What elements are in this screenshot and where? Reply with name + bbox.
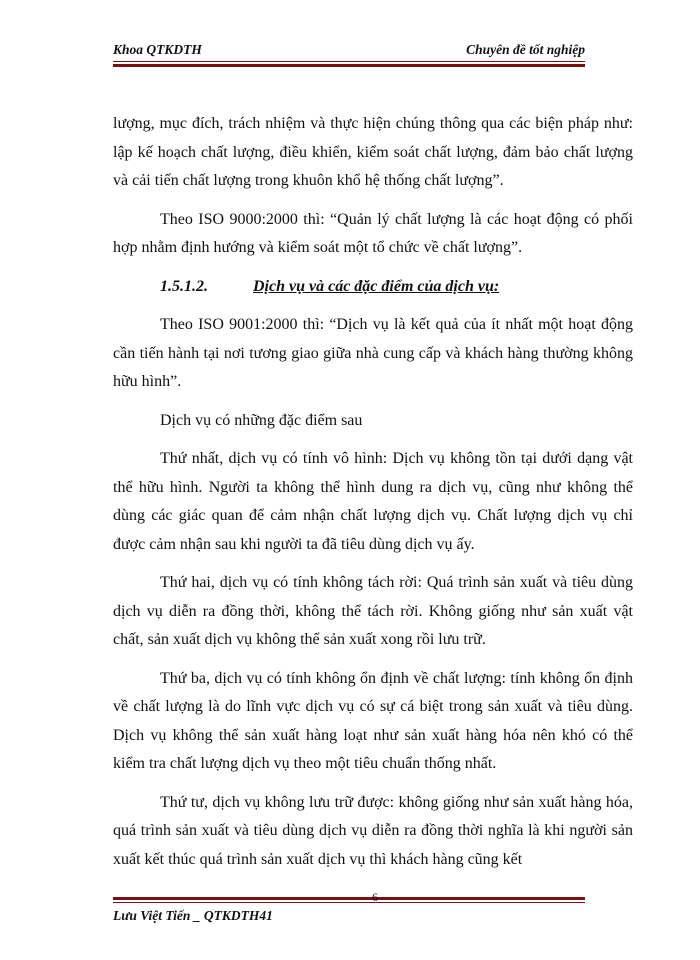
footer-rule-thick [113, 897, 585, 900]
footer-author: Lưu Việt Tiến _ QTKDTH41 [113, 908, 273, 923]
paragraph: Dịch vụ có những đặc điểm sau [160, 411, 363, 429]
document-body [113, 110, 633, 874]
page-number: 6 [372, 890, 378, 904]
subheading [113, 273, 633, 302]
paragraph: lượng, mục đích, trách nhiệm và thực hiện chúng thông qua các biện pháp như: lập kế hoạch chất lượng, điều khiển, kiểm soát chất lượng, đảm bảo chất lượng và cải tiến chất lượng trong khuôn khổ hệ thống chất lượng”. [113, 115, 633, 189]
footer-rule-thin [113, 902, 585, 903]
paragraph: Thứ nhất, dịch vụ có tính vô hình: Dịch vụ không tồn tại dưới dạng vật thể hữu hình. Người ta không thể hình dung ra dịch vụ, cũng như không thể dùng các giác quan để cảm nhận chất lượng dịch vụ. Chất lượng dịch vụ chỉ được cảm nhận sau khi người ta đã tiêu dùng dịch vụ ấy. [113, 450, 633, 553]
header-left: Khoa QTKDTH [113, 42, 202, 57]
paragraph: Thứ tư, dịch vụ không lưu trữ được: không giống như sản xuất hàng hóa, quá trình sản xuất và tiêu dùng dịch vụ diễn ra đồng thời nghĩa là khi người sản xuất kết thúc quá trình sản xuất dịch vụ thì khách hàng cũng kết [113, 793, 633, 868]
header-rule-thin [113, 61, 585, 62]
subheading-title: Dịch vụ và các đặc điểm của dịch vụ: [253, 277, 500, 295]
header-rule-thick [113, 64, 585, 67]
paragraph: Thứ hai, dịch vụ có tính không tách rời: Quá trình sản xuất và tiêu dùng dịch vụ diễn ra đồng thời, không thể tách rời. Không giống như sản xuất vật chất, sản xuất dịch vụ không thể sản xuất xong rồi lưu trữ. [113, 574, 633, 648]
page-header [113, 40, 585, 58]
paragraph: Theo ISO 9000:2000 thì: “Quản lý chất lượng là các hoạt động có phối hợp nhằm định hướng và kiểm soát một tổ chức về chất lượng”. [113, 210, 633, 256]
paragraph: Thứ ba, dịch vụ có tính không ổn định về chất lượng: tính không ổn định về chất lượng là do lĩnh vực dịch vụ có sự cá biệt trong sản xuất và tiêu dùng. Dịch vụ không thể sản xuất hàng loạt như sản xuất hàng hóa nên khó có thể kiểm tra chất lượng dịch vụ theo một tiêu chuẩn thống nhất. [113, 669, 633, 772]
header-right: Chuyên đề tốt nghiệp [466, 42, 585, 57]
paragraph: Theo ISO 9001:2000 thì: “Dịch vụ là kết quả của ít nhất một hoạt động cần tiến hành tại nơi tương giao giữa nhà cung cấp và khách hàng thường không hữu hình”. [113, 316, 633, 390]
subheading-number: 1.5.1.2. [160, 277, 208, 295]
page-footer [113, 908, 585, 924]
